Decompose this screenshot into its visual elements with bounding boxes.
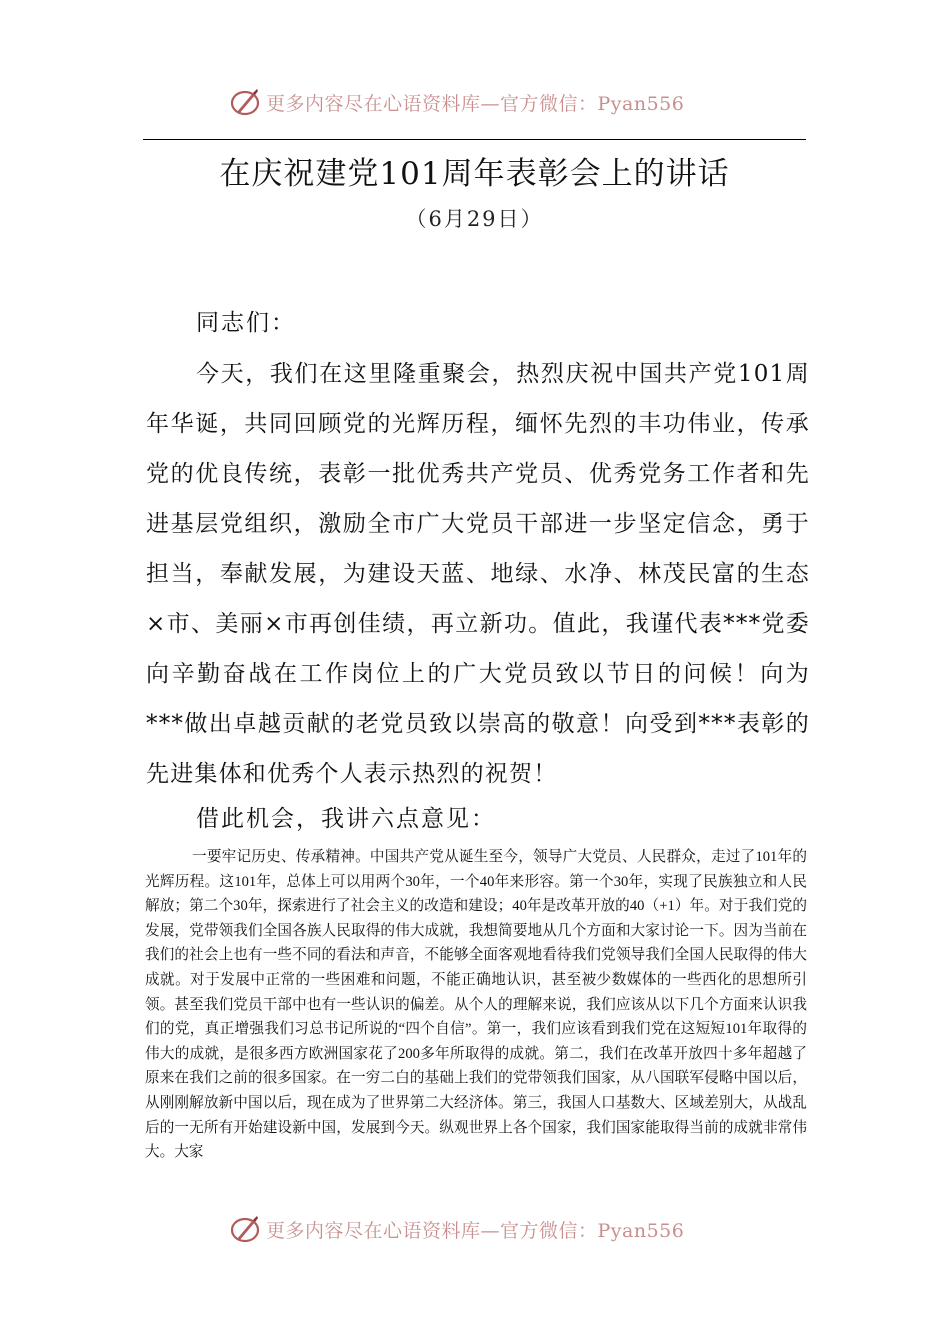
salutation: 同志们：: [196, 310, 296, 336]
document-title: 在庆祝建党101周年表彰会上的讲话: [219, 156, 730, 192]
lead-sentence: 借此机会，我讲六点意见：: [196, 806, 496, 832]
document-date: （6月29日）: [405, 207, 544, 231]
quill-pen-logo-icon: [228, 85, 262, 119]
watermark-text: 更多内容尽在心语资料库—官方微信：Pyan556: [266, 1219, 685, 1242]
quill-pen-logo-icon: [228, 1212, 262, 1246]
header-watermark-banner: [228, 84, 728, 120]
footer-watermark-banner: [228, 1211, 728, 1247]
header-divider: [143, 139, 806, 140]
body-paragraph: 一要牢记历史、传承精神。中国共产党从诞生至今，领导广大党员、人民群众，走过了101年的光辉历程。这101年，总体上可以用两个30年，一个40年来形容。第一个30年，实现了民族独立和人民解放；第二个30年，探索进行了社会主义的改造和建设；40年是改革开放的40（+1）年。对于我们党的发展，党带领我们全国各族人民取得的伟大成就，我想简要地从几个方面和大家讨论一下。因为当前在我们的社会上也有一些不同的看法和声音，不能够全面客观地看待我们党领导我们全国人民取得的伟大成就。对于发展中正常的一些困难和问题，不能正确地认识，甚至被少数媒体的一些西化的思想所引领。甚至我们党员干部中也有一些认识的偏差。从个人的理解来说，我们应该从以下几个方面来认识我们的党，真正增强我们习总书记所说的“四个自信”。第一，我们应该看到我们党在这短短101年取得的伟大的成就，是很多西方欧洲国家花了200多年所取得的成就。第二，我们在改革开放四十多年超越了原来在我们之前的很多国家。在一穷二白的基础上我们的党带领我们国家，从八国联军侵略中国以后，从刚刚解放新中国以后，现在成为了世界第二大经济体。第三，我国人口基数大、区域差别大，从战乱后的一无所有开始建设新中国，发展到今天。纵观世界上各个国家，我们国家能取得当前的成就非常伟大。大家: [145, 849, 807, 1161]
opening-paragraph: 今天，我们在这里隆重聚会，热烈庆祝中国共产党101周年华诞，共同回顾党的光辉历程，缅怀先烈的丰功伟业，传承党的优良传统，表彰一批优秀共产党员、优秀党务工作者和先进基层党组织，激励全市广大党员干部进一步坚定信念，勇于担当，奉献发展，为建设天蓝、地绿、水净、林茂民富的生态×市、美丽×市再创佳绩，再立新功。值此，我谨代表***党委向辛勤奋战在工作岗位上的广大党员致以节日的问候！向为***做出卓越贡献的老党员致以崇高的敬意！向受到***表彰的先进集体和优秀个人表示热烈的祝贺！: [146, 361, 810, 787]
watermark-text: 更多内容尽在心语资料库—官方微信：Pyan556: [266, 92, 685, 115]
